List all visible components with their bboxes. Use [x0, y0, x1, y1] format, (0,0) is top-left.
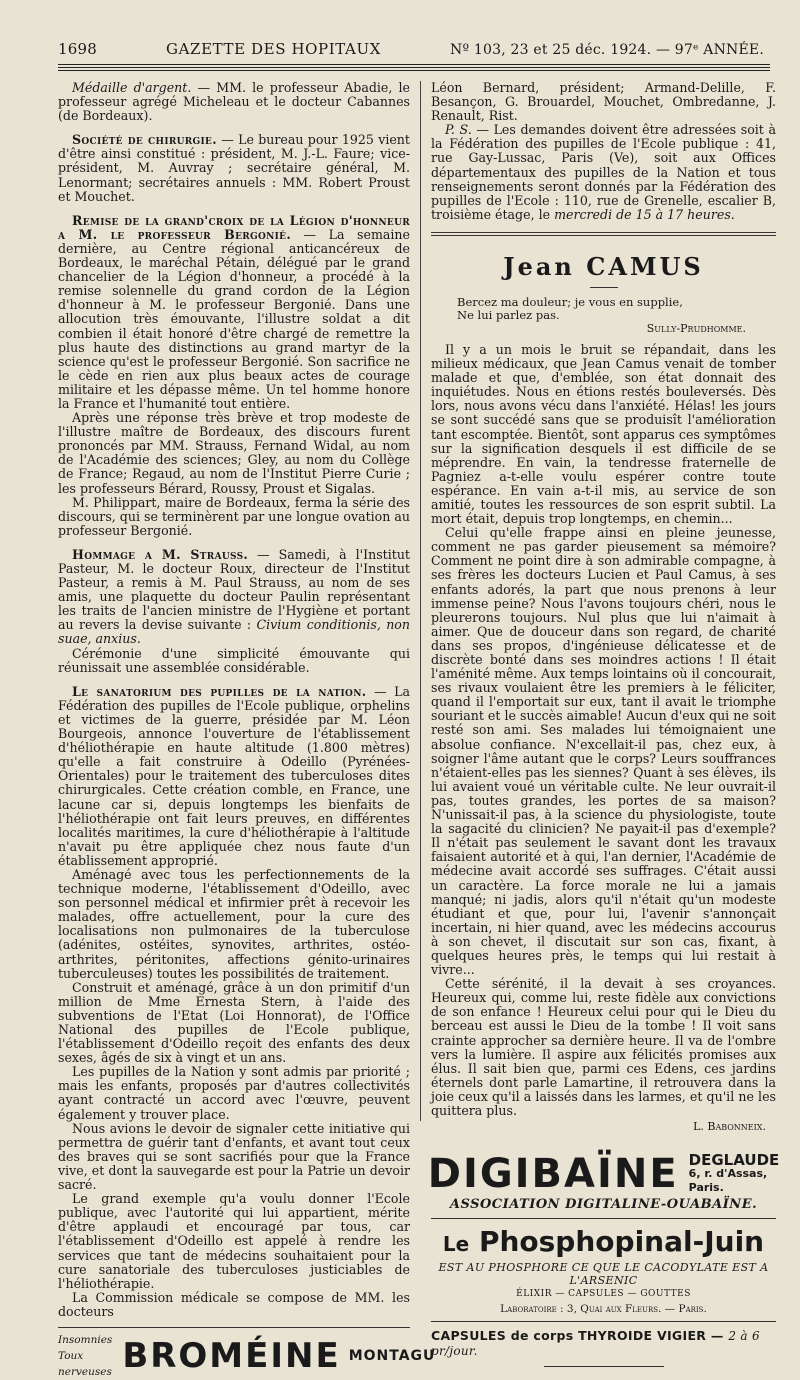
- issue-info: Nº 103, 23 et 25 déc. 1924. — 97ᵉ ANNÉE.: [450, 42, 764, 58]
- capsules-dose: 2 à 6 pr/jour.: [431, 1329, 760, 1359]
- header-rule: [58, 64, 770, 68]
- remise-heading: Remise de la grand'croix de la Légion d'honneur a M. le professeur Bergonié.: [58, 212, 410, 242]
- sanatorium-paragraph-3: Construit et aménagé, grâce à un don primitif d'un million de Mme Ernesta Stern, à l'aide des subventions de l'Etat (Loi Honnorat), de l'Office National des pupilles de l'Ecole publique, l'établissement d'Odeillo reçoit des enfants des deux sexes, âgés de six à vingt et un ans.: [58, 979, 410, 1066]
- societe-text: — Le bureau pour 1925 vient d'être ainsi constitué : président, M. J.-L. Faure; vice-président, M. Auvray ; secrétaire général, M. Lenormant; secrétaires annuels : MM. Robert Proust et Mouchet.: [58, 132, 410, 204]
- section-separator: [431, 232, 776, 236]
- capsules-text: CAPSULES de corps THYROIDE VIGIER —: [431, 1328, 724, 1344]
- running-header: [58, 40, 770, 58]
- sanatorium-paragraph: [58, 685, 410, 868]
- remise-paragraph: [58, 214, 410, 411]
- medaille-paragraph: [58, 81, 410, 123]
- title-rule: [590, 287, 618, 288]
- phosphopinal-advert: [431, 1225, 776, 1261]
- phosphopinal-laboratory: Laboratoire : 3, Quai aux Fleurs. — Paris.: [500, 1303, 707, 1316]
- obituary-signature: L. Babonneix.: [693, 1120, 766, 1134]
- sanatorium-paragraph-7: La Commission médicale se compose de MM. les docteurs: [58, 1289, 410, 1319]
- sanatorium-paragraph-6: Le grand exemple qu'a voulu donner l'Ecole publique, avec l'autorité qui lui appartient, mérite d'être applaudi et encouragé par tous, car l'établissement d'Odeillo est appelé à rendre les services que tant de médecins souhaitaient pour la cure sanatoriale des tuberculoses justiciables de l'héliothérapie.: [58, 1191, 410, 1291]
- medaille-text: — MM. le professeur Abadie, le professeur agrégé Micheleau et le docteur Cabannes (de Bordeaux).: [58, 80, 410, 124]
- phosphopinal-forms: ÉLIXIR — CAPSULES — GOUTTES: [516, 1289, 691, 1300]
- obituary-title: Jean CAMUS: [503, 251, 704, 281]
- medaille-lead: Médaille d'argent.: [72, 80, 192, 95]
- digibaine-brand: DEGLAUDE: [688, 1151, 780, 1170]
- end-ornament: [544, 1366, 664, 1367]
- digibaine-advert: [427, 1151, 780, 1213]
- ps-lead: P. S.: [445, 122, 472, 138]
- capsules-advert: [431, 1328, 776, 1358]
- right-column: [421, 80, 780, 1359]
- ps-text: — Les demandes doivent être adressées soit à la Fédération des pupilles de l'Ecole publique : 41, rue Gay-Lussac, Paris (Ve), soit aux Offices départementaux des pupilles de la Nation et tous renseignements seront donnés par la Fédération des pupilles de l'Ecole : 110, rue de Grenelle, escalier B, troisième étage, le: [431, 122, 776, 222]
- digibaine-address: 6, r. d'Assas, Paris.: [688, 1167, 768, 1195]
- societe-paragraph: [58, 133, 410, 203]
- columns: [58, 80, 780, 1378]
- remise-text: — La semaine dernière, au Centre régional anticancéreux de Bordeaux, le maréchal Pétain, délégué par le grand chancelier de la Légion d'honneur, a procédé à la remise solennelle du grand cordon de la Légion d'honneur à M. le professeur Bergonié. Dans une allocution très émouvante, l'illustre soldat a dit combien il était honoré d'être chargé de remettre la plus haute des distinctions au grand martyr de la science qu'est le professeur Bergonié. Son sacrifice ne le cède en rien aux plus beaux actes de courage militaire et les dépasse même. Un tel homme honore la France et l'humanité tout entière.: [58, 226, 410, 411]
- bromeine-indication-1: Insomnies: [58, 1333, 113, 1346]
- ps-hours: mercredi de 15 à 17 heures.: [554, 206, 735, 222]
- sanatorium-paragraph-5: Nous avions le devoir de signaler cette initiative qui permettra de guérir tant d'enfants, et avant tout ceux des braves qui se sont sacrifiés pour que la France vive, et dont la sauvegarde est pour la Patrie un devoir sacré.: [58, 1120, 410, 1193]
- bromeine-advert: [58, 1327, 436, 1380]
- bromeine-indication-2: Toux nerveuses: [58, 1349, 112, 1378]
- sanatorium-paragraph-4: Les pupilles de la Nation y sont admis par priorité ; mais les enfants, proposés par d'autres collectivités ayant contracté un accord avec l'œuvre, peuvent également y trouver place.: [58, 1064, 410, 1122]
- ps-paragraph: [431, 123, 776, 222]
- hommage-paragraph: [58, 548, 410, 647]
- commission-members: Léon Bernard, président; Armand-Delille, F. Besançon, G. Brouardel, Mouchet, Ombredanne, J. Renault, Rist.: [431, 80, 776, 124]
- phosphopinal-article: Le: [442, 1232, 470, 1257]
- sanatorium-text: — La Fédération des pupilles de l'Ecole publique, orphelins et victimes de la guerre, présidée par M. Léon Bourgeois, annonce l'ouverture de l'établissement d'héliothérapie en haute altitude (1.800 mètres) qu'elle a fait construire à Odeillo (Pyrénées-Orientales) pour le traitement des tuberculoses dites chirurgicales. Cette création comble, en France, une lacune car si, depuis longtemps les bienfaits de l'héliothérapie ont fait leurs preuves, en différentes localités maritimes, la cure d'héliothérapie à l'altitude n'avait pu être appliquée chez nous faute d'un établissement approprié.: [58, 683, 410, 868]
- header-rule-thin: [58, 70, 770, 71]
- digibaine-association: ASSOCIATION DIGITALINE-OUABAÏNE.: [449, 1197, 758, 1213]
- epigraph-line-1: Bercez ma douleur; je vous en supplie,: [457, 294, 683, 309]
- digibaine-name: DIGIBAÏNE: [427, 1151, 679, 1198]
- digibaine-row: [427, 1151, 780, 1198]
- epigraph-line-2: Ne lui parlez pas.: [457, 307, 560, 322]
- hommage-paragraph-2: Cérémonie d'une simplicité émouvante qui réunissait une assemblée considérable.: [58, 645, 410, 675]
- digibaine-maker: [689, 1153, 780, 1195]
- obituary-paragraph-3: Cette sérénité, il la devait à ses croyances. Heureux qui, comme lui, reste fidèle aux convictions de son enfance ! Heureux celui pour qui le Dieu du berceau est aussi le Dieu de la tombe ! Il voit sans crainte approcher sa dernière heure. Il va de l'ombre vers la lumière. Il aspire aux félicités promises aux élus. Il sait bien que, parmi ces Edens, ces jardins éternels dont parle Lamartine, il retrouvera dans la joie ceux qu'il a laissés dans les larmes, et qu'il ne les quittera plus.: [431, 976, 776, 1118]
- sanatorium-heading: Le sanatorium des pupilles de la nation.: [72, 683, 367, 699]
- advert-rule: [431, 1218, 776, 1219]
- bromeine-indications: [58, 1332, 112, 1380]
- journal-title: GAZETTE DES HOPITAUX: [166, 40, 381, 58]
- advert-rule-2: [431, 1321, 776, 1322]
- bromeine-maker: MONTAGU: [348, 1347, 436, 1364]
- bromeine-name: BROMÉINE: [122, 1335, 341, 1376]
- remise-paragraph-3: M. Philippart, maire de Bordeaux, ferma la série des discours, qui se terminèrent par une longue ovation au professeur Bergonié.: [58, 494, 410, 538]
- hommage-motto: Civium conditionis, non suae, anxius.: [58, 617, 410, 647]
- obituary-paragraph-1: Il y a un mois le bruit se répandait, dans les milieux médicaux, que Jean Camus venait de tomber malade et que, d'emblée, son état donnait des inquiétudes. Nous en étions restés bouleversés. Dès lors, nous avons vécu dans l'anxiété. Hélas! les jours se sont succédé sans que se produisît l'amélioration tant escomptée. Bientôt, sont apparus ces symptômes sur la signification desquels il est difficile de se méprendre. En vain, la tendresse fraternelle de Pagniez a-t-elle voulu espérer contre toute espérance. En vain a-t-il mis, au service de son amitié, toutes les ressources de son esprit subtil. La mort était, depuis trop longtemps, en chemin...: [431, 341, 776, 527]
- remise-paragraph-2: Après une réponse très brève et trop modeste de l'illustre maître de Bordeaux, des discours furent prononcés par MM. Strauss, Fernand Widal, au nom de l'Académie des sciences; Gley, au nom du Collège de France; Regaud, au nom de l'Institut Pierre Curie ; les professeurs Bérard, Roussy, Proust et Sigalas.: [58, 410, 410, 496]
- left-column: [58, 80, 436, 1378]
- page-number: 1698: [58, 40, 97, 58]
- hommage-text: — Samedi, à l'Institut Pasteur, M. le docteur Roux, directeur de l'Institut Pasteur, a remis à M. Paul Strauss, au nom de ses amis, une plaquette du docteur Paulin représentant les traits de l'ancien ministre de l'Hygiène et portant au revers la devise suivante :: [58, 546, 410, 633]
- hommage-heading: Hommage a M. Strauss.: [72, 546, 249, 562]
- societe-heading: Société de chirurgie.: [72, 132, 217, 148]
- phosphopinal-name: Phosphopinal-Juin: [478, 1225, 765, 1259]
- obituary-paragraph-2: Celui qu'elle frappe ainsi en pleine jeunesse, comment ne pas garder pieusement sa mémoire? Comment ne point dire à son admirable compagne, à ses frères les docteurs Lucien et Paul Camus, à ses enfants adorés, la part que nous prenons à leur immense peine? Nous l'avons toujours chéri, nous le pleurerons toujours. Nul plus que lui n'aimait à aimer. Que de douceur dans son regard, de charité dans ses propos, d'ingénieuse délicatesse et de discrète bonté dans ses moindres actions ! Il était l'aménité même. Aux temps lointains où il concourait, ses rivaux voulaient être les premiers à le féliciter, quand il l'emportait sur eux, tant il avait le triomphe souriant et le succès aimable! Aucun d'eux qui ne soit resté son ami. Ses malades lui témoignaient une absolue confiance. N'excellait-il pas, chez eux, à soigner l'âme autant que le corps? Leurs souffrances n'étaient-elles pas les siennes? Quant à ses élèves, ils lui avaient voué un véritable culte. Ne leur ouvrait-il pas, toutes grandes, les portes de sa maison? N'unissait-il pas, à la science du physiologiste, toute la sagacité du clinicien? Ne payait-il pas d'exemple? Il n'était pas seulement le savant dont les travaux faisaient autorité et à qui, l'an dernier, l'Académie de médecine avait accordé ses suffrages. C'était aussi un caractère. La force morale ne lui a jamais manqué; ni jadis, alors qu'il n'était qu'un modeste étudiant et que, pour lui, l'avenir s'annonçait incertain, ni hier quand, avec les médecins accourus à son chevet, il discutait sur son cas, fixant, à quelques heures près, le temps qui lui restait à vivre...: [431, 525, 776, 978]
- phosphopinal-tagline: EST AU PHOSPHORE CE QUE LE CACODYLATE EST A L'ARSENIC: [438, 1261, 769, 1288]
- sanatorium-paragraph-2: Aménagé avec tous les perfectionnements de la technique moderne, l'établissement d'Odeillo, avec son personnel médical et infirmier prêt à recevoir les malades, offre actuellement, pour la cure des localisations non pulmonaires de la tuberculose (adénites, ostéites, synovites, arthrites, ostéo-arthrites, péritonites, affections génito-urinaires tuberculeuses) toutes les possibilités de traitement.: [58, 866, 410, 981]
- epigraph-author: Sully-Prudhomme.: [646, 321, 746, 335]
